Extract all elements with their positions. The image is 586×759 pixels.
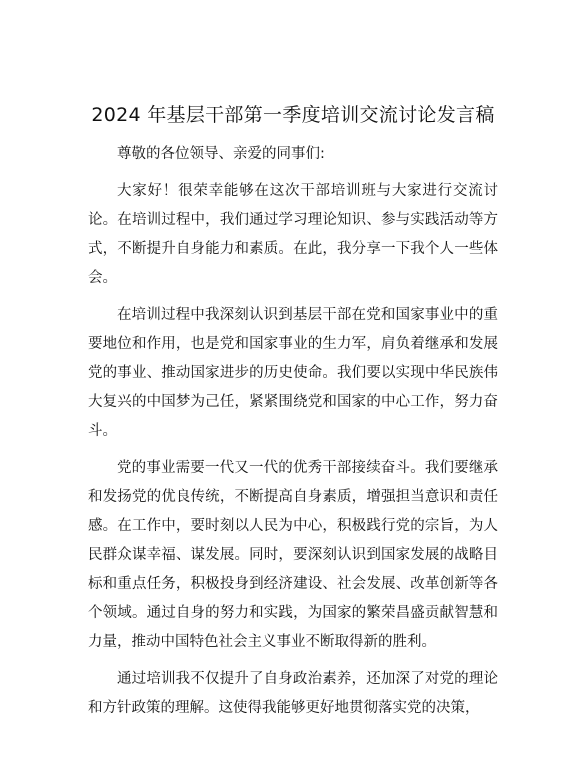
paragraph: 大家好！很荣幸能够在这次干部培训班与大家进行交流讨论。在培训过程中，我们通过学习理论知识、参与实践活动等方式，不断提升自身能力和素质。在此，我分享一下我个人一些体会。 <box>88 183 498 286</box>
salutation: 尊敬的各位领导、亲爱的同事们: <box>117 146 325 162</box>
document-title: 2024 年基层干部第一季度培训交流讨论发言稿 <box>91 104 495 126</box>
paragraph: 通过培训我不仅提升了自身政治素养，还加深了对党的理论和方针政策的理解。这使得我能够更好地贯彻落实党的决策， <box>88 671 498 716</box>
paragraph: 在培训过程中我深刻认识到基层干部在党和国家事业中的重要地位和作用，也是党和国家事业的生力军，肩负着继承和发展党的事业、推动国家进步的历史使命。我们要以实现中华民族伟大复兴的中国梦为己任，紧紧围绕党和国家的中心工作，努力奋斗。 <box>88 307 498 439</box>
paragraph: 党的事业需要一代又一代的优秀干部接续奋斗。我们要继承和发扬党的优良传统，不断提高自身素质，增强担当意识和责任感。在工作中，要时刻以人民为中心，积极践行党的宗旨，为人民群众谋幸福、谋发展。同时，要深刻认识到国家发展的战略目标和重点任务，积极投身到经济建设、社会发展、改革创新等各个领域。通过自身的努力和实践，为国家的繁荣昌盛贡献智慧和力量，推动中国特色社会主义事业不断取得新的胜利。 <box>88 460 498 650</box>
document-body <box>88 140 498 731</box>
